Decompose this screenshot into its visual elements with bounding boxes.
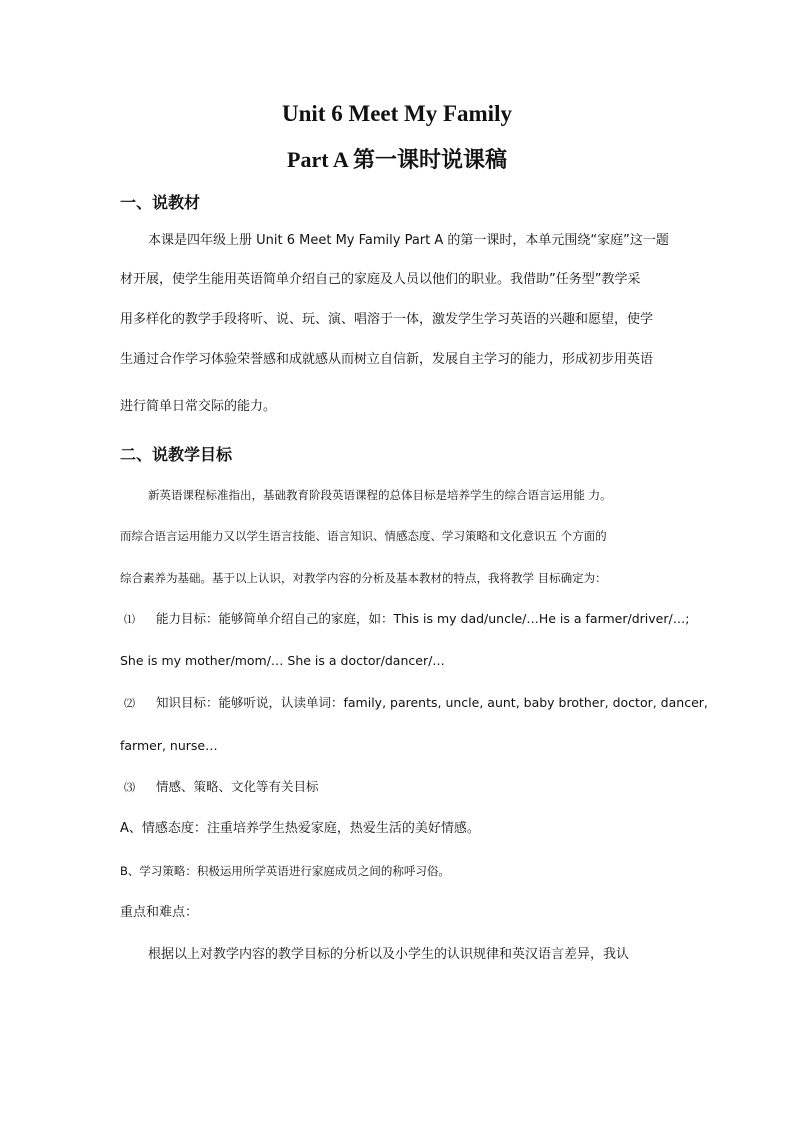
- document-title: Unit 6 Meet My Family: [282, 101, 512, 126]
- goal-2-number: ⑵: [124, 697, 135, 710]
- section1-paragraph-line: 本课是四年级上册 Unit 6 Meet My Family Part A 的第一课时，本单元围绕“家庭”这一题: [148, 233, 669, 248]
- goal-1: [124, 610, 689, 629]
- goal-3-text: 情感、策略、文化等有关目标: [156, 779, 319, 794]
- section2-intro-line: 新英语课程标准指出，基础教育阶段英语课程的总体目标是培养学生的综合语言运用能 力。: [148, 488, 612, 502]
- goal-3-item-a: A、情感态度：注重培养学生热爱家庭，热爱生活的美好情感。: [120, 821, 480, 836]
- section1-paragraph-line: 用多样化的教学手段将听、说、玩、演、唱溶于一体，激发学生学习英语的兴趣和愿望，使学: [120, 312, 654, 327]
- goal-1-continuation: She is my mother/mom/… She is a doctor/dancer/…: [120, 653, 445, 668]
- section1-heading: 一、说教材: [120, 193, 201, 212]
- section1-paragraph-line: 进行简单日常交际的能力。: [120, 399, 277, 414]
- goal-1-number: ⑴: [124, 613, 135, 626]
- key-points-label: 重点和难点：: [120, 905, 199, 920]
- section1-paragraph-line: 材开展，使学生能用英语简单介绍自己的家庭及人员以他们的职业。我借助”任务型”教学采: [120, 272, 641, 287]
- section2-heading: 二、说教学目标: [120, 445, 233, 464]
- goal-2-continuation: farmer, nurse…: [120, 738, 218, 753]
- section2-intro-line: 综合素养为基础。基于以上认识，对教学内容的分析及基本教材的特点，我将教学 目标确定为：: [120, 571, 607, 585]
- section2-intro-line: 而综合语言运用能力又以学生语言技能、语言知识、情感态度、学习策略和文化意识五 个方面的: [120, 529, 607, 543]
- section1-paragraph-line: 生通过合作学习体验荣誉感和成就感从而树立自信新，发展自主学习的能力，形成初步用英语: [120, 352, 654, 367]
- goal-3-number: ⑶: [124, 781, 135, 794]
- document-subtitle: Part A 第一课时说课稿: [287, 147, 507, 172]
- goal-1-text: 能力目标：能够简单介绍自己的家庭，如：This is my dad/uncle/…He is a farmer/driver/…;: [156, 611, 690, 626]
- goal-3-item-b: B、学习策略：积极运用所学英语进行家庭成员之间的称呼习俗。: [120, 864, 450, 878]
- goal-2-text: 知识目标：能够听说，认读单词：family, parents, uncle, aunt, baby brother, doctor, dancer,: [156, 695, 708, 710]
- goal-2: [124, 694, 708, 713]
- key-points-line: 根据以上对教学内容的教学目标的分析以及小学生的认识规律和英汉语言差异，我认: [148, 947, 630, 962]
- goal-3: [124, 778, 319, 797]
